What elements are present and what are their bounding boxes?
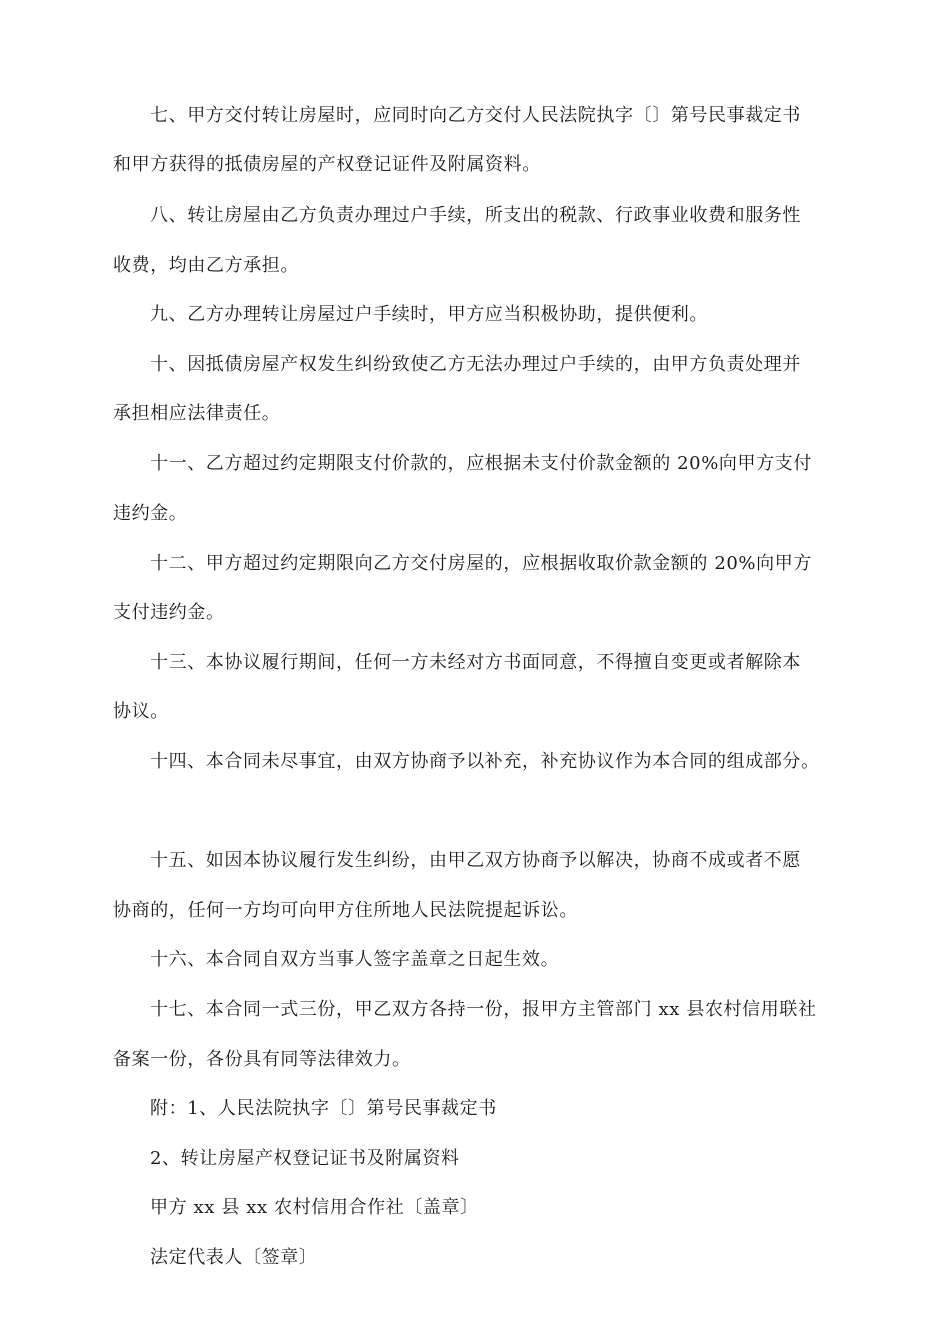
clause-8-line-1: 八、转让房屋由乙方负责办理过户手续，所支出的税款、行政事业收费和服务性 <box>150 205 801 226</box>
clause-11-line-1: 十一、乙方超过约定期限支付价款的，应根据未支付价款金额的 20%向甲方支付 <box>150 453 812 474</box>
clause-17-line-1: 十七、本合同一式三份，甲乙双方各持一份，报甲方主管部门 xx 县农村信用联社 <box>150 999 817 1020</box>
clause-14-line-1: 十四、本合同未尽事宜，由双方协商予以补充，补充协议作为本合同的组成部分。 <box>150 751 820 772</box>
clause-8-line-2: 收费，均由乙方承担。 <box>113 255 299 276</box>
clause-15-line-1: 十五、如因本协议履行发生纠纷，由甲乙双方协商予以解决，协商不成或者不愿 <box>150 850 801 871</box>
attachment-1: 附：1、人民法院执字〔〕第号民事裁定书 <box>150 1098 497 1119</box>
clause-7-line-1: 七、甲方交付转让房屋时，应同时向乙方交付人民法院执字〔〕第号民事裁定书 <box>150 105 801 126</box>
clause-17-line-2: 备案一份，各份具有同等法律效力。 <box>113 1049 411 1070</box>
clause-13-line-2: 协议。 <box>113 701 169 722</box>
clause-11-line-2: 违约金。 <box>113 503 188 524</box>
clause-10-line-1: 十、因抵债房屋产权发生纠纷致使乙方无法办理过户手续的，由甲方负责处理并 <box>150 354 801 375</box>
clause-13-line-1: 十三、本协议履行期间，任何一方未经对方书面同意，不得擅自变更或者解除本 <box>150 652 801 673</box>
attachment-2: 2、转让房屋产权登记证书及附属资料 <box>150 1148 460 1169</box>
clause-12-line-2: 支付违约金。 <box>113 602 225 623</box>
clause-10-line-2: 承担相应法律责任。 <box>113 403 281 424</box>
clause-7-line-2: 和甲方获得的抵债房屋的产权登记证件及附属资料。 <box>113 154 541 175</box>
party-a-signature-line: 甲方 xx 县 xx 农村信用合作社〔盖章〕 <box>150 1197 479 1218</box>
clause-15-line-2: 协商的，任何一方均可向甲方住所地人民法院提起诉讼。 <box>113 900 578 921</box>
clause-12-line-1: 十二、甲方超过约定期限向乙方交付房屋的，应根据收取价款金额的 20%向甲方 <box>150 553 812 574</box>
clause-9-line-1: 九、乙方办理转让房屋过户手续时，甲方应当积极协助，提供便利。 <box>150 304 708 325</box>
legal-representative-line: 法定代表人〔签章〕 <box>150 1247 318 1268</box>
clause-16-line-1: 十六、本合同自双方当事人签字盖章之日起生效。 <box>150 949 560 970</box>
